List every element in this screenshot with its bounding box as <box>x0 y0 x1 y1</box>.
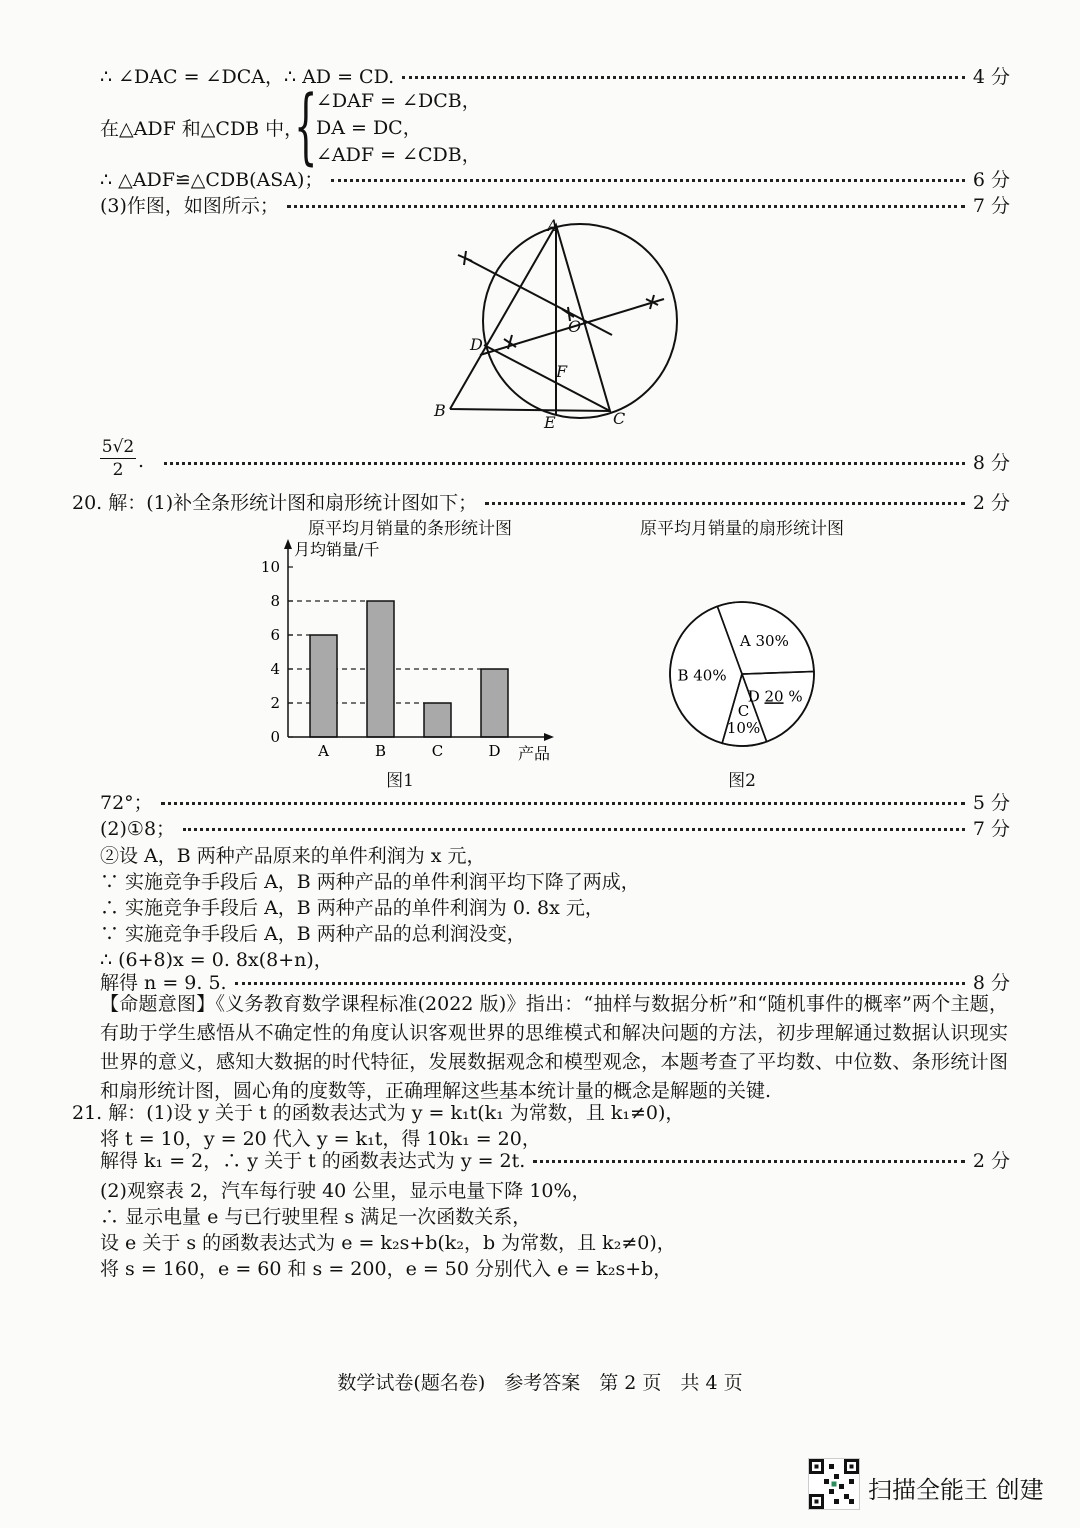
y-tick-label-10: 10 <box>260 558 280 576</box>
pie-label-D: D 20 % <box>747 687 803 706</box>
q21-line-6: 设 e 关于 s 的函数表达式为 e = k₂s+b(k₂，b 为常数，且 k₂≠0)， <box>100 1232 676 1254</box>
system-prefix: 在△ADF 和△CDB 中， <box>100 118 304 140</box>
q21-line-1: 21. 解：(1)设 y 关于 t 的函数表达式为 y = k₁t(k₁ 为常数，且 k₁≠0)， <box>72 1102 685 1124</box>
qr-code-icon <box>808 1458 860 1510</box>
q21-line-2: 将 t = 10，y = 20 代入 y = k₁t，得 10k₁ = 20， <box>100 1128 541 1150</box>
label-C: C <box>613 409 626 428</box>
label-B: B <box>434 401 446 420</box>
bar-chart-caption: 图1 <box>386 771 414 791</box>
y-tick-label-4: 4 <box>270 660 280 678</box>
label-A: A <box>547 216 559 235</box>
fraction-line: . 8 分 <box>138 450 1010 474</box>
q21-line-3: 解得 k₁ = 2，∴ y 关于 t 的函数表达式为 y = 2t. 2 分 <box>100 1149 1010 1172</box>
x-tick-label-B: B <box>374 742 387 760</box>
triangle-abc <box>450 225 610 411</box>
q20-step-5: ∴ (6+8)x = 0. 8x(8+n)， <box>100 949 333 971</box>
page-footer: 数学试卷(题名卷) 参考答案 第 2 页 共 4 页 <box>337 1372 743 1394</box>
pie-chart-caption: 图2 <box>728 771 756 791</box>
label-O: O <box>568 317 582 336</box>
bar-D <box>481 669 508 737</box>
proof-line-construction: (3)作图，如图所示； 7 分 <box>100 194 1010 217</box>
q20-part2-line: (2)①8； 7 分 <box>100 817 1010 840</box>
y-axis-arrow <box>284 539 292 549</box>
pie-chart <box>660 592 824 756</box>
bar-A <box>310 635 337 737</box>
brace-symbol: { <box>294 79 318 174</box>
bar-C <box>424 703 451 737</box>
label-D: D <box>470 335 483 354</box>
q20-result-line: 解得 n = 9. 5. 8 分 <box>100 971 1010 994</box>
pie-label-C: C <box>737 701 750 720</box>
bar-chart <box>250 535 570 765</box>
design-intent-paragraph: 【命题意图】《义务教育数学课程标准(2022 版)》指出：“抽样与数据分析”和“随机事件的概率”两个主题，有助于学生感悟从不确定性的角度认识客观世界的思维模式和解决问题的方法，初步理解通过数据认识现实世界的意义，感知大数据的时代特征，发展数据观念和模型观念，本题考查了平均数、中位数、条形统计图和扇形统计图，圆心角的度数等，正确理解这些基本统计量的概念是解题的关键. <box>100 993 1008 1102</box>
x-axis-label: 产品 <box>518 744 551 763</box>
label-F: F <box>556 362 568 381</box>
q20-heading: 20. 解：(1)补全条形统计图和扇形统计图如下； 2 分 <box>72 491 1010 514</box>
scanner-watermark: 扫描全能王 创建 <box>868 1476 1044 1504</box>
q20-step-1: ②设 A，B 两种产品原来的单件利润为 x 元， <box>100 845 486 867</box>
pie-chart-title: 原平均月销量的扇形统计图 <box>640 519 844 539</box>
y-tick-label-2: 2 <box>270 694 280 712</box>
fraction-answer: 5√2 2 <box>101 437 135 480</box>
y-tick-label-6: 6 <box>270 626 280 644</box>
equation-system: ∠DAF = ∠DCB， DA = DC， ∠ADF = ∠CDB， <box>316 90 481 166</box>
x-tick-label-C: C <box>431 742 444 760</box>
q21-line-4: (2)观察表 2，汽车每行驶 40 公里，显示电量下降 10%， <box>100 1180 591 1202</box>
geometry-figure <box>420 215 710 435</box>
bar-B <box>367 601 394 737</box>
proof-line-congruence: ∴ △ADF≌△CDB(ASA)； 6 分 <box>100 168 1010 191</box>
pie-label-A: A 30% <box>739 631 789 650</box>
y-axis-label: 月均销量/千 <box>294 540 380 559</box>
pie-pct-D: 20 <box>764 687 784 706</box>
bar-chart-title: 原平均月销量的条形统计图 <box>308 519 512 539</box>
pie-pct-C: 10% <box>726 718 761 737</box>
label-E: E <box>544 413 556 432</box>
q20-step-3: ∴ 实施竞争手段后 A，B 两种产品的单件利润为 0. 8x 元， <box>100 897 604 919</box>
q21-line-5: ∴ 显示电量 e 与已行驶里程 s 满足一次函数关系， <box>100 1206 532 1228</box>
y-tick-label-8: 8 <box>270 592 280 610</box>
proof-line-1: ∴ ∠DAC = ∠DCA，∴ AD = CD. 4 分 <box>100 65 1010 88</box>
q20-step-2: ∵ 实施竞争手段后 A，B 两种产品的单件利润平均下降了两成， <box>100 871 640 893</box>
pie-pct-A: 30% <box>755 631 789 650</box>
x-tick-label-A: A <box>318 742 329 760</box>
x-axis-arrow <box>544 733 554 741</box>
pie-label-B: B 40% <box>677 666 727 685</box>
y-tick-label-0: 0 <box>270 728 280 746</box>
pie-pct-B: 40% <box>693 666 727 685</box>
q21-line-7: 将 s = 160，e = 60 和 s = 200，e = 50 分别代入 e = k₂s+b， <box>100 1258 673 1280</box>
x-tick-label-D: D <box>488 742 501 760</box>
angle-answer-line: 72°； 5 分 <box>100 791 1010 814</box>
q20-step-4: ∵ 实施竞争手段后 A，B 两种产品的总利润没变， <box>100 923 526 945</box>
